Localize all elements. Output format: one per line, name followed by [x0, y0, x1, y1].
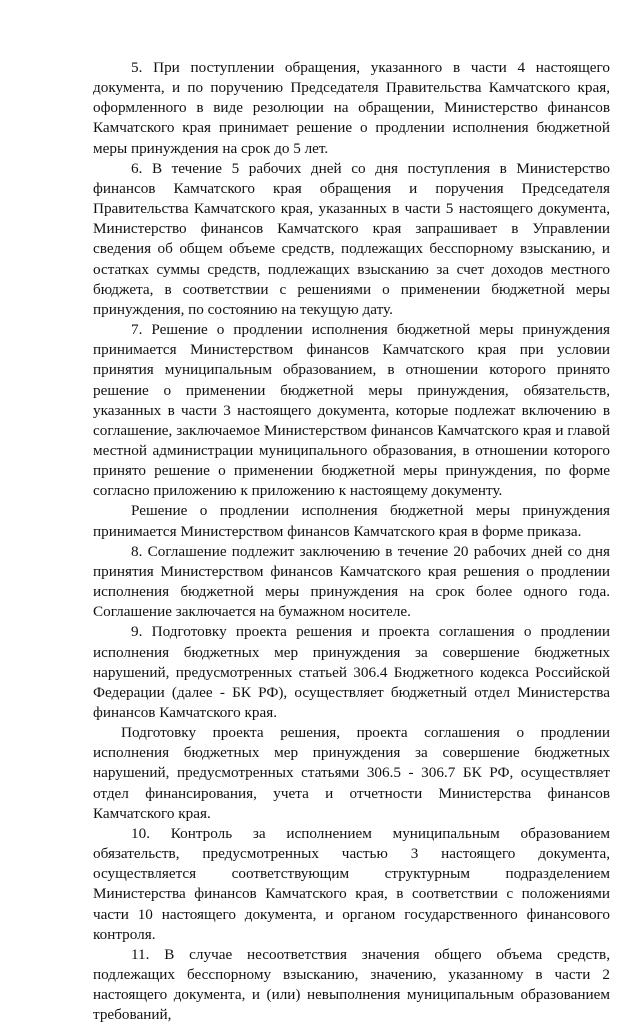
- paragraph-11: 11. В случае несоответствия значения общего объема средств, подлежащих бесспорному взысканию, значению, указанному в части 2 настоящего документа, и (или) невыполнения муниципальным образованием требований,: [93, 945, 610, 1024]
- paragraph-10: 10. Контроль за исполнением муниципальным образованием обязательств, предусмотренных частью 3 настоящего документа, осуществляется соответствующим структурным подразделением Министерства финансов Камчатского края, в соответствии с положениями части 10 настоящего документа, и органом государственного финансового контроля.: [93, 824, 610, 943]
- paragraph-9: 9. Подготовку проекта решения и проекта соглашения о продлении исполнения бюджетных мер принуждения за совершение бюджетных нарушений, предусмотренных статьей 306.4 Бюджетного кодекса Российской Федерации (далее - БК РФ), осуществляет бюджетный отдел Министерства финансов Камчатского края.: [93, 623, 610, 721]
- paragraph-9-second: Подготовку проекта решения, проекта соглашения о продлении исполнения бюджетных мер принуждения за совершение бюджетных нарушений, предусмотренных статьями 306.5 - 306.7 БК РФ, осуществляет отдел финансирования, учета и отчетности Министерства финансов Камчатского края.: [93, 724, 610, 822]
- document-page: [93, 58, 610, 1026]
- paragraph-8: 8. Соглашение подлежит заключению в течение 20 рабочих дней со дня принятия Министерством финансов Камчатского края решения о продлении исполнения бюджетной меры принуждения на срок более одного года. Соглашение заключается на бумажном носителе.: [93, 542, 610, 621]
- paragraph-7: 7. Решение о продлении исполнения бюджетной меры принуждения принимается Министерством финансов Камчатского края при условии принятия муниципальным образованием, в отношении которого принято решение о применении бюджетной меры принуждения, обязательств, указанных в части 3 настоящего документа, которые подлежат включению в соглашение, заключаемое Министерством финансов Камчатского края и главой местной администрации муниципального образования, в отношении которого принято решение о применении бюджетной меры принуждения, по форме согласно приложению к приложению к настоящему документу.: [93, 321, 610, 500]
- paragraph-5: 5. При поступлении обращения, указанного в части 4 настоящего документа, и по поручению Председателя Правительства Камчатского края, оформленного в виде резолюции на обращении, Министерство финансов Камчатского края принимает решение о продлении исполнения бюджетной меры принуждения на срок до 5 лет.: [93, 59, 610, 157]
- paragraph-6: 6. В течение 5 рабочих дней со дня поступления в Министерство финансов Камчатского края обращения и поручения Председателя Правительства Камчатского края, указанных в части 5 настоящего документа, Министерство финансов Камчатского края запрашивает в Управлении сведения об общем объеме средств, подлежащих бесспорному взысканию, и остатках суммы средств, подлежащих взысканию за счет доходов местного бюджета, в соответствии с решениями о применении бюджетной меры принуждения, по состоянию на текущую дату.: [93, 159, 610, 318]
- paragraph-7-decision-form: Решение о продлении исполнения бюджетной меры принуждения принимается Министерством финансов Камчатского края в форме приказа.: [93, 502, 610, 540]
